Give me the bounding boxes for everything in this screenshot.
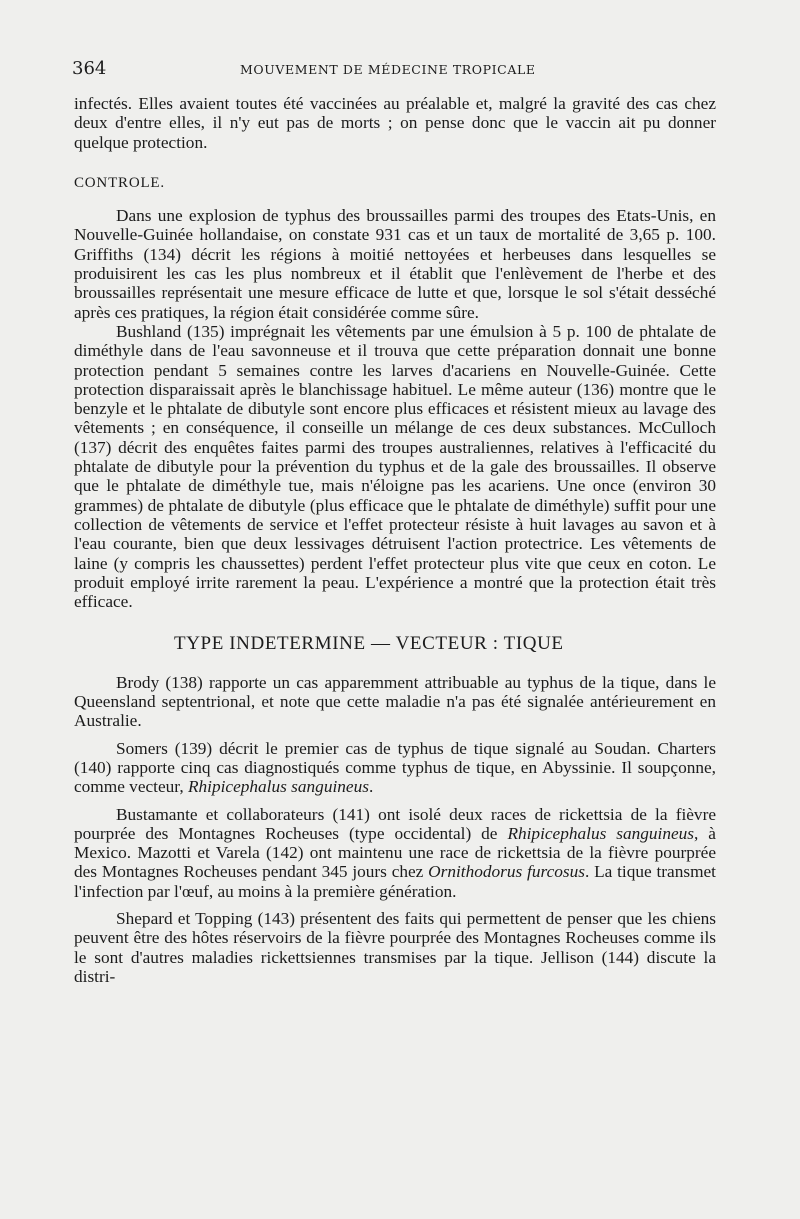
paragraph-tique-4: Shepard et Topping (143) présentent des faits qui permettent de penser que les chiens peuvent être des hôtes réservoirs de la fièvre pourprée des Montagnes Rocheuses comme ils le sont d'autres maladies rickettsiennes transmises par la tique. Jellison (144) discute la distri- bbox=[74, 908, 716, 986]
paragraph-tique-3 bbox=[74, 805, 716, 901]
paragraph-intro: infectés. Elles avaient toutes été vaccinées au préalable et, malgré la gravité des cas chez deux d'entre elles, il n'y eut pas de morts ; on pense donc que le vaccin ait pu donner quelque protection. bbox=[74, 94, 716, 152]
paragraph-tique-3-text-c: . La tique transmet l'infection par l'œuf, au moins à la première génération. bbox=[74, 862, 716, 901]
subheading-controle: CONTROLE. bbox=[74, 174, 165, 191]
section-heading-tique: TYPE INDETERMINE — VECTEUR : TIQUE bbox=[174, 633, 564, 655]
species-name: Ornithodorus furcosus bbox=[428, 862, 585, 882]
paragraph-tique-2-end: . bbox=[368, 777, 374, 797]
paragraph-tique-3-text-b: , à Mexico. Mazotti et Varela (142) ont maintenu une race de rickettsia de la fièvre pourprée des Montagnes Rocheuses pendant 345 jours chez bbox=[74, 823, 716, 882]
species-name: Rhipicephalus sanguineus bbox=[187, 777, 369, 797]
page-header bbox=[72, 58, 714, 82]
paragraph-tique-2-text: Somers (139) décrit le premier cas de typhus de tique signalé au Soudan. Charters (140) rapporte cinq cas diagnostiqués comme typhus de tique, en Abyssinie. Il soupçonne, comme vecteur, bbox=[74, 738, 716, 797]
body-text bbox=[74, 94, 716, 986]
species-name: Rhipicephalus sanguineus bbox=[507, 823, 695, 843]
paragraph-tique-3-text-a: Bustamante et collaborateurs (141) ont isolé deux races de rickettsia de la fièvre pourprée des Montagnes Rocheuses (type occidental) de bbox=[74, 804, 716, 843]
paragraph-tique-1: Brody (138) rapporte un cas apparemment attribuable au typhus de la tique, dans le Queensland septentrional, et note que cette maladie n'a pas été signalée antérieurement en Australie. bbox=[74, 672, 716, 731]
paragraph-controle-1: Dans une explosion de typhus des broussailles parmi des troupes des Etats-Unis, en Nouvelle-Guinée hollandaise, on constate 931 cas et un taux de mortalité de 3,65 p. 100. Griffiths (134) décrit les régions à moitié nettoyées et herbeuses dans lesquelles se produisirent les cas les plus nombreux et il établit que l'enlèvement de l'herbe et des broussailles représentait une mesure efficace de lutte et que, lorsque le sol s'était desséché après ces pratiques, la région était considérée comme sûre. bbox=[74, 206, 716, 322]
page-number: 364 bbox=[72, 58, 107, 79]
paragraph-controle-2: Bushland (135) imprégnait les vêtements par une émulsion à 5 p. 100 de phtalate de diméthyle dans de l'eau savonneuse et il trouva que cette préparation donnait une bonne protection pendant 5 semaines contre les larves d'acariens en Nouvelle-Guinée. Cette protection disparaissait après le blanchissage habituel. Le même auteur (136) montre que le benzyle et le phtalate de dibutyle sont encore plus efficaces et résistent mieux au lavage des vêtements ; en conséquence, il conseille un mélange de ces deux substances. McCulloch (137) décrit des enquêtes faites parmi des troupes australiennes, relatives à l'efficacité du phtalate de dibutyle pour la prévention du typhus et de la gale des broussailles. Il observe que le phtalate de diméthyle tue, mais n'éloigne pas les acariens. Une once (environ 30 grammes) de phtalate de dibutyle (plus efficace que le phtalate de diméthyle) suffit pour une collection de vêtements de service et l'effet protecteur résiste à huit lavages au savon et à l'eau courante, bien que deux lessivages détruisent l'action protectrice. Les vêtements de laine (y compris les chaussettes) perdent l'effet protecteur plus vite que ceux en coton. Le produit employé irrite rarement la peau. L'expérience a montré que la protection était très efficace. bbox=[74, 321, 716, 612]
running-title: MOUVEMENT DE MÉDECINE TROPICALE bbox=[240, 62, 536, 77]
paragraph-tique-2 bbox=[74, 739, 716, 797]
